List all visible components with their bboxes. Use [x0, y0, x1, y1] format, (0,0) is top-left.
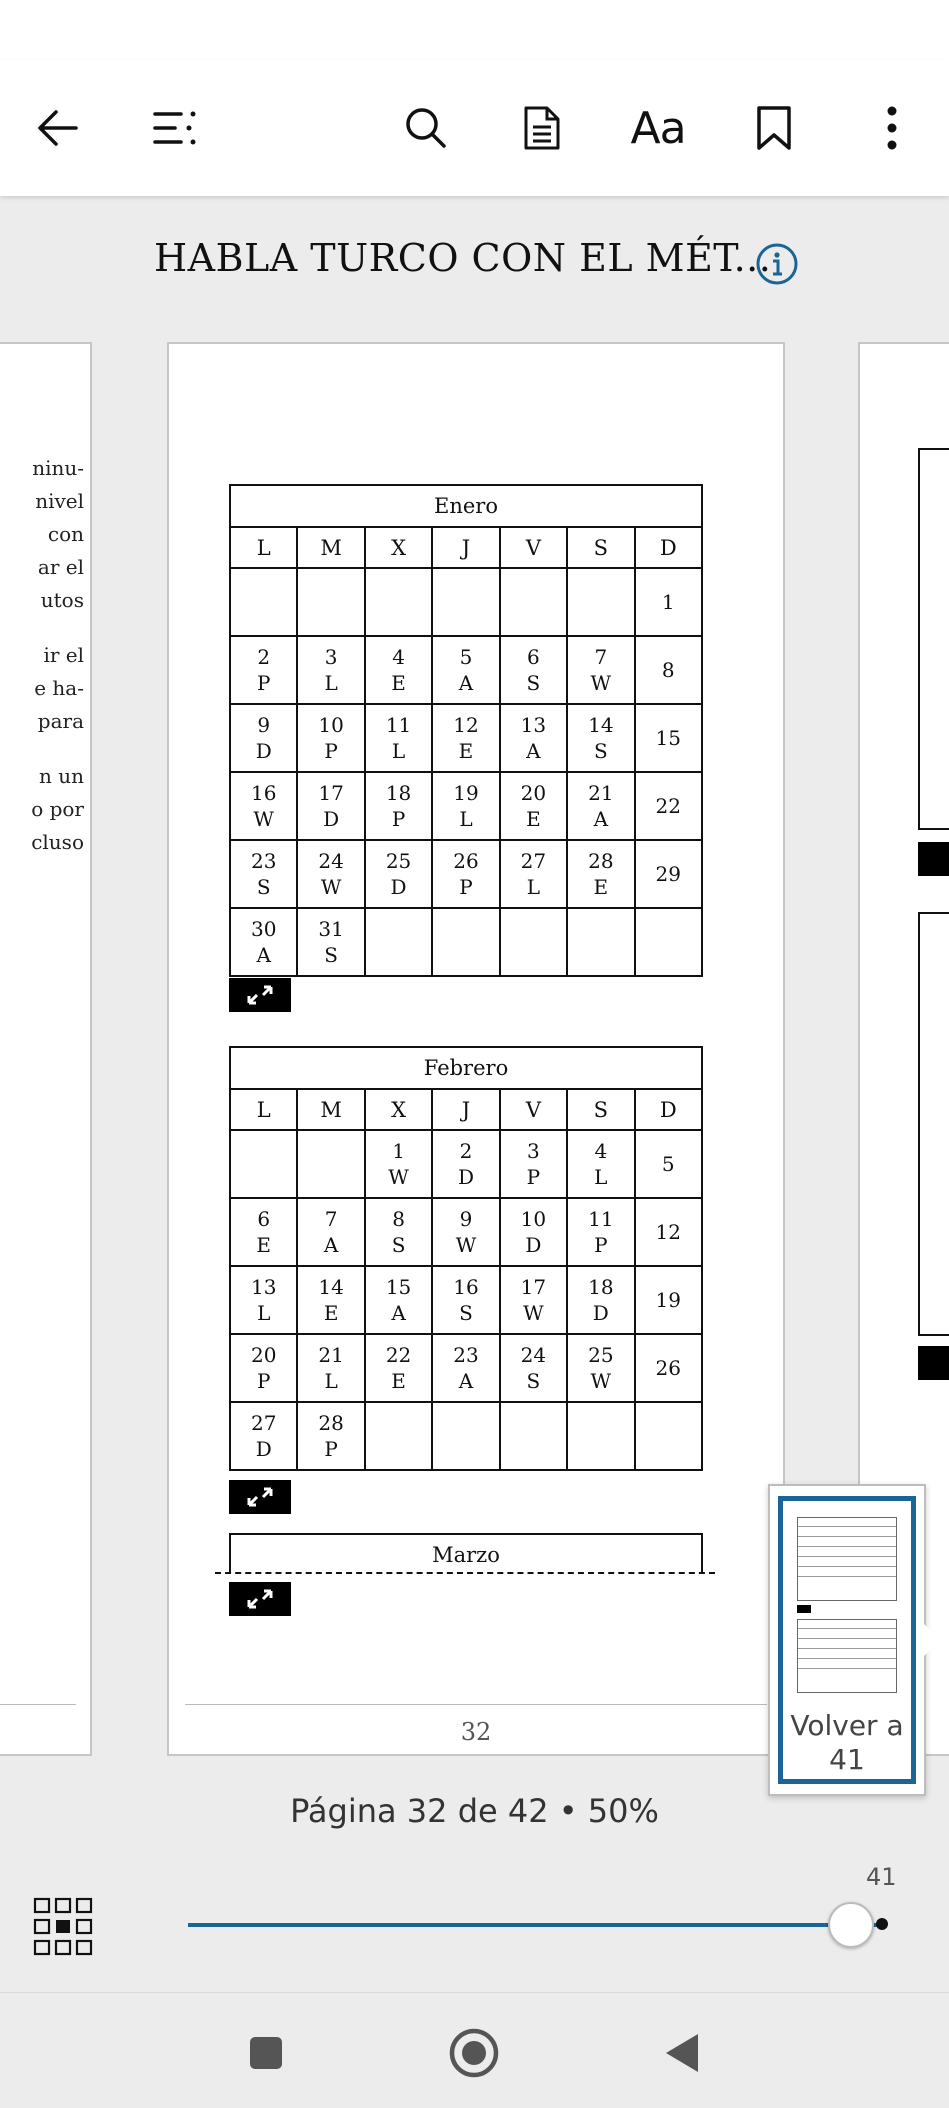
- day-letter: A: [256, 943, 271, 967]
- day-letter: P: [459, 875, 473, 899]
- calendar-day-cell: [635, 704, 702, 772]
- calendar-week-row: [230, 840, 702, 908]
- day-letter: P: [256, 1369, 271, 1393]
- calendar-day-cell: [230, 908, 297, 976]
- day-number: 19: [655, 1288, 681, 1312]
- day-number: 6: [527, 645, 540, 669]
- day-number: 20: [520, 781, 547, 805]
- day-number: 8: [392, 1207, 405, 1231]
- info-icon[interactable]: [755, 242, 799, 286]
- day-letter: L: [526, 875, 541, 899]
- reading-progress: [0, 1792, 949, 1830]
- day-number: 28: [318, 1411, 344, 1435]
- preview-pointer: [922, 1622, 940, 1658]
- day-number: 19: [453, 781, 479, 805]
- day-number: 7: [324, 1207, 338, 1231]
- day-letter: L: [257, 1301, 271, 1325]
- calendar-day-cell: [432, 772, 499, 840]
- calendar-week-row: [230, 1334, 702, 1402]
- day-letter: E: [458, 739, 474, 763]
- text-line: con: [47, 522, 84, 546]
- title-row: [0, 200, 949, 330]
- day-letter: W: [253, 807, 274, 831]
- day-number: 15: [385, 1275, 412, 1299]
- calendar-enero: [229, 484, 703, 977]
- calendar-day-cell: [635, 568, 702, 636]
- weekday-header: V: [500, 1089, 567, 1130]
- day-letter: A: [458, 671, 474, 695]
- calendar-week-row: [230, 568, 702, 636]
- calendar-day-cell: [432, 636, 499, 704]
- calendar-day-cell: [500, 1198, 567, 1266]
- notes-icon[interactable]: [512, 98, 572, 158]
- calendar-day-cell: [365, 908, 432, 976]
- nav-square-icon[interactable]: [236, 2023, 296, 2083]
- page-break-line: [215, 1572, 715, 1574]
- weekday-header: X: [365, 527, 432, 568]
- day-letter: P: [256, 671, 271, 695]
- calendar-day-cell: [365, 1130, 432, 1198]
- calendar-day-cell: [432, 840, 499, 908]
- calendar-day-cell: [567, 1266, 634, 1334]
- calendar-day-cell: [635, 1334, 702, 1402]
- page-footer-line: [0, 1704, 76, 1705]
- calendar-day-cell: [635, 840, 702, 908]
- weekday-header: J: [432, 1089, 499, 1130]
- day-number: 22: [655, 794, 681, 818]
- day-number: 3: [527, 1139, 540, 1163]
- day-letter: E: [256, 1233, 272, 1257]
- day-number: 23: [250, 849, 277, 873]
- day-letter: D: [323, 807, 340, 831]
- day-number: 9: [257, 713, 271, 737]
- day-number: 27: [520, 849, 547, 873]
- calendar-day-cell: [297, 1198, 364, 1266]
- text-line: para: [37, 709, 84, 733]
- day-number: 21: [588, 781, 614, 805]
- calendar-day-cell: [500, 840, 567, 908]
- weekday-header: S: [567, 527, 634, 568]
- expand-icon: [918, 842, 949, 876]
- day-number: 5: [661, 1152, 675, 1176]
- day-letter: A: [458, 1369, 474, 1393]
- calendar-day-cell: [365, 1198, 432, 1266]
- calendar-day-cell: [432, 1334, 499, 1402]
- calendar-day-cell: [297, 908, 364, 976]
- font-settings-button[interactable]: [628, 98, 688, 158]
- day-number: 12: [655, 1220, 681, 1244]
- calendar-day-cell: [500, 1266, 567, 1334]
- day-letter: A: [526, 739, 541, 763]
- day-letter: P: [324, 739, 338, 763]
- calendar-day-cell: [297, 636, 364, 704]
- calendar-day-cell: [567, 636, 634, 704]
- day-letter: S: [593, 739, 608, 763]
- day-number: 25: [385, 849, 412, 873]
- day-letter: W: [388, 1165, 409, 1189]
- calendar-day-cell: [297, 1266, 364, 1334]
- calendar-day-cell: [230, 1130, 297, 1198]
- calendar-month-title: Marzo: [230, 1534, 702, 1574]
- expand-table-button[interactable]: [229, 1582, 291, 1616]
- nav-back-icon[interactable]: [652, 2023, 712, 2083]
- calendar-week-row: [230, 1198, 702, 1266]
- text-line: nivel: [35, 489, 84, 513]
- day-letter: S: [391, 1233, 406, 1257]
- day-letter: W: [590, 671, 612, 695]
- go-back-label-page: 41: [829, 1743, 865, 1776]
- calendar-month-title: Febrero: [230, 1047, 702, 1089]
- expand-icon: [797, 1605, 811, 1613]
- calendar-day-cell: [365, 1402, 432, 1470]
- more-icon[interactable]: [862, 98, 922, 158]
- expand-icon: [245, 1485, 275, 1509]
- calendar-day-cell: [297, 1334, 364, 1402]
- day-number: 8: [661, 658, 675, 682]
- weekday-header: M: [297, 1089, 364, 1130]
- day-letter: A: [323, 1233, 339, 1257]
- slider-value-label: 41: [866, 1863, 897, 1891]
- calendar-day-cell: [365, 704, 432, 772]
- day-letter: D: [255, 739, 272, 763]
- next-page-table: [918, 448, 949, 830]
- day-number: 11: [588, 1207, 614, 1231]
- calendar-day-cell: [365, 1266, 432, 1334]
- day-letter: E: [391, 671, 406, 695]
- calendar-day-cell: [635, 1130, 702, 1198]
- calendar-day-cell: [635, 1198, 702, 1266]
- day-number: 26: [453, 849, 479, 873]
- calendar-day-cell: [567, 1130, 634, 1198]
- day-number: 14: [318, 1275, 344, 1299]
- day-number: 31: [318, 917, 344, 941]
- day-letter: L: [594, 1165, 608, 1189]
- day-number: 21: [318, 1343, 344, 1367]
- day-number: 30: [250, 917, 277, 941]
- calendar-day-cell: [230, 1198, 297, 1266]
- calendar-day-cell: [230, 568, 297, 636]
- text-line: o por: [31, 797, 84, 821]
- calendar-day-cell: [635, 636, 702, 704]
- day-letter: L: [459, 807, 473, 831]
- text-line: cluso: [31, 830, 84, 854]
- day-number: 9: [459, 1207, 473, 1231]
- page-number: 32: [460, 1718, 492, 1746]
- calendar-day-cell: [567, 1402, 634, 1470]
- calendar-day-cell: [230, 1334, 297, 1402]
- day-number: 24: [318, 849, 344, 873]
- calendar-day-cell: [500, 704, 567, 772]
- day-number: 1: [661, 590, 675, 614]
- day-number: 27: [250, 1411, 277, 1435]
- weekday-header: S: [567, 1089, 634, 1130]
- calendar-day-cell: [500, 772, 567, 840]
- calendar-day-cell: [500, 908, 567, 976]
- weekday-header: L: [230, 1089, 297, 1130]
- day-number: 18: [385, 781, 412, 805]
- text-line: e ha-: [34, 676, 84, 700]
- calendar-day-cell: [297, 840, 364, 908]
- day-letter: L: [324, 671, 338, 695]
- page-slider-thumb[interactable]: [828, 1902, 874, 1948]
- calendar-day-cell: [297, 568, 364, 636]
- day-letter: E: [593, 875, 609, 899]
- calendar-day-cell: [432, 1130, 499, 1198]
- calendar-week-row: [230, 704, 702, 772]
- search-icon[interactable]: [396, 98, 456, 158]
- day-number: 2: [257, 645, 271, 669]
- back-arrow-icon[interactable]: [28, 98, 88, 158]
- text-line: utos: [40, 588, 84, 612]
- day-letter: S: [526, 671, 541, 695]
- day-number: 5: [459, 645, 473, 669]
- expand-icon: [245, 983, 275, 1007]
- day-number: 16: [453, 1275, 479, 1299]
- current-page[interactable]: [167, 342, 785, 1756]
- calendar-day-cell: [365, 636, 432, 704]
- weekday-header: D: [635, 1089, 702, 1130]
- weekday-header: X: [365, 1089, 432, 1130]
- calendar-day-cell: [567, 840, 634, 908]
- book-title: HABLA TURCO CON EL MÉT...: [154, 236, 772, 280]
- day-number: 29: [655, 862, 681, 886]
- day-number: 26: [655, 1356, 681, 1380]
- calendar-day-cell: [567, 568, 634, 636]
- calendar-week-row: [230, 636, 702, 704]
- calendar-day-cell: [432, 1198, 499, 1266]
- day-letter: W: [590, 1369, 612, 1393]
- weekday-header: V: [500, 527, 567, 568]
- day-number: 20: [250, 1343, 277, 1367]
- calendar-day-cell: [432, 704, 499, 772]
- calendar-day-cell: [230, 1266, 297, 1334]
- expand-icon: [245, 1587, 275, 1611]
- go-back-preview[interactable]: [768, 1484, 926, 1796]
- page-slider-track[interactable]: [188, 1923, 882, 1927]
- calendar-day-cell: [432, 568, 499, 636]
- text-line: n un: [39, 764, 84, 788]
- day-number: 7: [594, 645, 608, 669]
- calendar-day-cell: [567, 1198, 634, 1266]
- previous-page-text: [31, 452, 84, 859]
- weekday-header: L: [230, 527, 297, 568]
- expand-table-button[interactable]: [229, 978, 291, 1012]
- calendar-day-cell: [500, 636, 567, 704]
- calendar-day-cell: [567, 704, 634, 772]
- weekday-header: M: [297, 527, 364, 568]
- page-footer-line: [185, 1704, 767, 1705]
- calendar-day-cell: [635, 1266, 702, 1334]
- day-letter: W: [523, 1301, 544, 1325]
- calendar-day-cell: [230, 772, 297, 840]
- mini-calendar: [797, 1517, 897, 1601]
- calendar-day-cell: [365, 772, 432, 840]
- calendar-day-cell: [297, 1130, 364, 1198]
- expand-icon: [918, 1346, 949, 1380]
- day-letter: E: [391, 1369, 406, 1393]
- day-letter: S: [526, 1369, 541, 1393]
- day-number: 25: [588, 1343, 614, 1367]
- text-line: ar el: [37, 555, 84, 579]
- calendar-febrero: [229, 1046, 703, 1471]
- day-number: 16: [250, 781, 277, 805]
- go-back-label-line1: Volver a: [790, 1709, 904, 1742]
- next-page-table: [918, 912, 949, 1336]
- calendar-week-row: [230, 1266, 702, 1334]
- day-letter: W: [320, 875, 342, 899]
- calendar-day-cell: [230, 636, 297, 704]
- day-number: 17: [318, 781, 344, 805]
- calendar-day-cell: [500, 1334, 567, 1402]
- day-letter: D: [457, 1165, 474, 1189]
- day-number: 22: [385, 1343, 412, 1367]
- text-line: ninu-: [32, 456, 84, 480]
- day-number: 12: [453, 713, 479, 737]
- day-letter: W: [455, 1233, 477, 1257]
- calendar-week-row: [230, 772, 702, 840]
- calendar-day-cell: [635, 1402, 702, 1470]
- calendar-day-cell: [635, 908, 702, 976]
- weekday-header: D: [635, 527, 702, 568]
- calendar-day-cell: [567, 908, 634, 976]
- day-number: 10: [318, 713, 344, 737]
- calendar-day-cell: [297, 704, 364, 772]
- calendar-day-cell: [365, 840, 432, 908]
- day-letter: A: [593, 807, 609, 831]
- day-number: 11: [385, 713, 412, 737]
- calendar-day-cell: [297, 772, 364, 840]
- day-number: 4: [392, 645, 405, 669]
- day-number: 17: [520, 1275, 547, 1299]
- day-letter: E: [526, 807, 541, 831]
- mini-calendar: [797, 1619, 897, 1693]
- status-bar: [0, 0, 949, 60]
- day-number: 13: [250, 1275, 277, 1299]
- day-number: 10: [520, 1207, 547, 1231]
- text-line: ir el: [43, 643, 84, 667]
- separator-dot: •: [558, 1792, 578, 1830]
- nav-home-icon[interactable]: [444, 2023, 504, 2083]
- font-settings-label: Aa: [630, 102, 686, 154]
- calendar-week-row: [230, 908, 702, 976]
- calendar-day-cell: [230, 704, 297, 772]
- day-letter: P: [391, 807, 406, 831]
- day-number: 28: [588, 849, 614, 873]
- calendar-week-row: [230, 1402, 702, 1470]
- day-number: 23: [453, 1343, 479, 1367]
- day-letter: P: [324, 1437, 338, 1461]
- day-letter: P: [594, 1233, 608, 1257]
- previous-page[interactable]: [0, 342, 92, 1756]
- toc-icon[interactable]: [146, 98, 206, 158]
- page-slider-end: [876, 1918, 888, 1930]
- day-number: 2: [459, 1139, 473, 1163]
- calendar-day-cell: [432, 908, 499, 976]
- calendar-day-cell: [365, 1334, 432, 1402]
- bookmark-icon[interactable]: [744, 98, 804, 158]
- day-letter: D: [525, 1233, 542, 1257]
- day-letter: D: [390, 875, 407, 899]
- calendar-day-cell: [500, 568, 567, 636]
- calendar-day-cell: [230, 840, 297, 908]
- calendar-week-row: [230, 1130, 702, 1198]
- calendar-day-cell: [297, 1402, 364, 1470]
- go-back-label: [783, 1709, 911, 1777]
- day-letter: A: [391, 1301, 406, 1325]
- grid-view-icon[interactable]: [32, 1896, 94, 1956]
- calendar-day-cell: [230, 1402, 297, 1470]
- calendar-day-cell: [500, 1402, 567, 1470]
- calendar-day-cell: [567, 772, 634, 840]
- day-number: 4: [594, 1139, 608, 1163]
- day-letter: P: [526, 1165, 541, 1189]
- day-number: 24: [520, 1343, 547, 1367]
- top-toolbar: [0, 60, 949, 196]
- weekday-header: J: [432, 527, 499, 568]
- calendar-day-cell: [432, 1402, 499, 1470]
- day-number: 14: [588, 713, 614, 737]
- day-letter: S: [256, 875, 271, 899]
- percent-read: 50%: [587, 1792, 659, 1830]
- calendar-month-title: Enero: [230, 485, 702, 527]
- day-number: 15: [655, 726, 681, 750]
- day-number: 18: [588, 1275, 614, 1299]
- calendar-day-cell: [500, 1130, 567, 1198]
- day-letter: E: [323, 1301, 339, 1325]
- calendar-day-cell: [432, 1266, 499, 1334]
- day-letter: L: [391, 739, 406, 763]
- day-number: 6: [257, 1207, 271, 1231]
- day-letter: D: [255, 1437, 272, 1461]
- day-letter: S: [459, 1301, 473, 1325]
- day-letter: S: [324, 943, 338, 967]
- preview-thumbnail[interactable]: [778, 1496, 916, 1784]
- calendar-marzo: [229, 1533, 703, 1574]
- day-letter: L: [324, 1369, 338, 1393]
- day-number: 1: [392, 1139, 405, 1163]
- day-number: 3: [324, 645, 338, 669]
- expand-table-button[interactable]: [229, 1480, 291, 1514]
- page-location-text: Página 32 de 42: [290, 1792, 549, 1830]
- calendar-day-cell: [365, 568, 432, 636]
- day-number: 13: [520, 713, 547, 737]
- calendar-day-cell: [635, 772, 702, 840]
- day-letter: D: [592, 1301, 609, 1325]
- system-nav-bar: [0, 1992, 949, 2108]
- calendar-day-cell: [567, 1334, 634, 1402]
